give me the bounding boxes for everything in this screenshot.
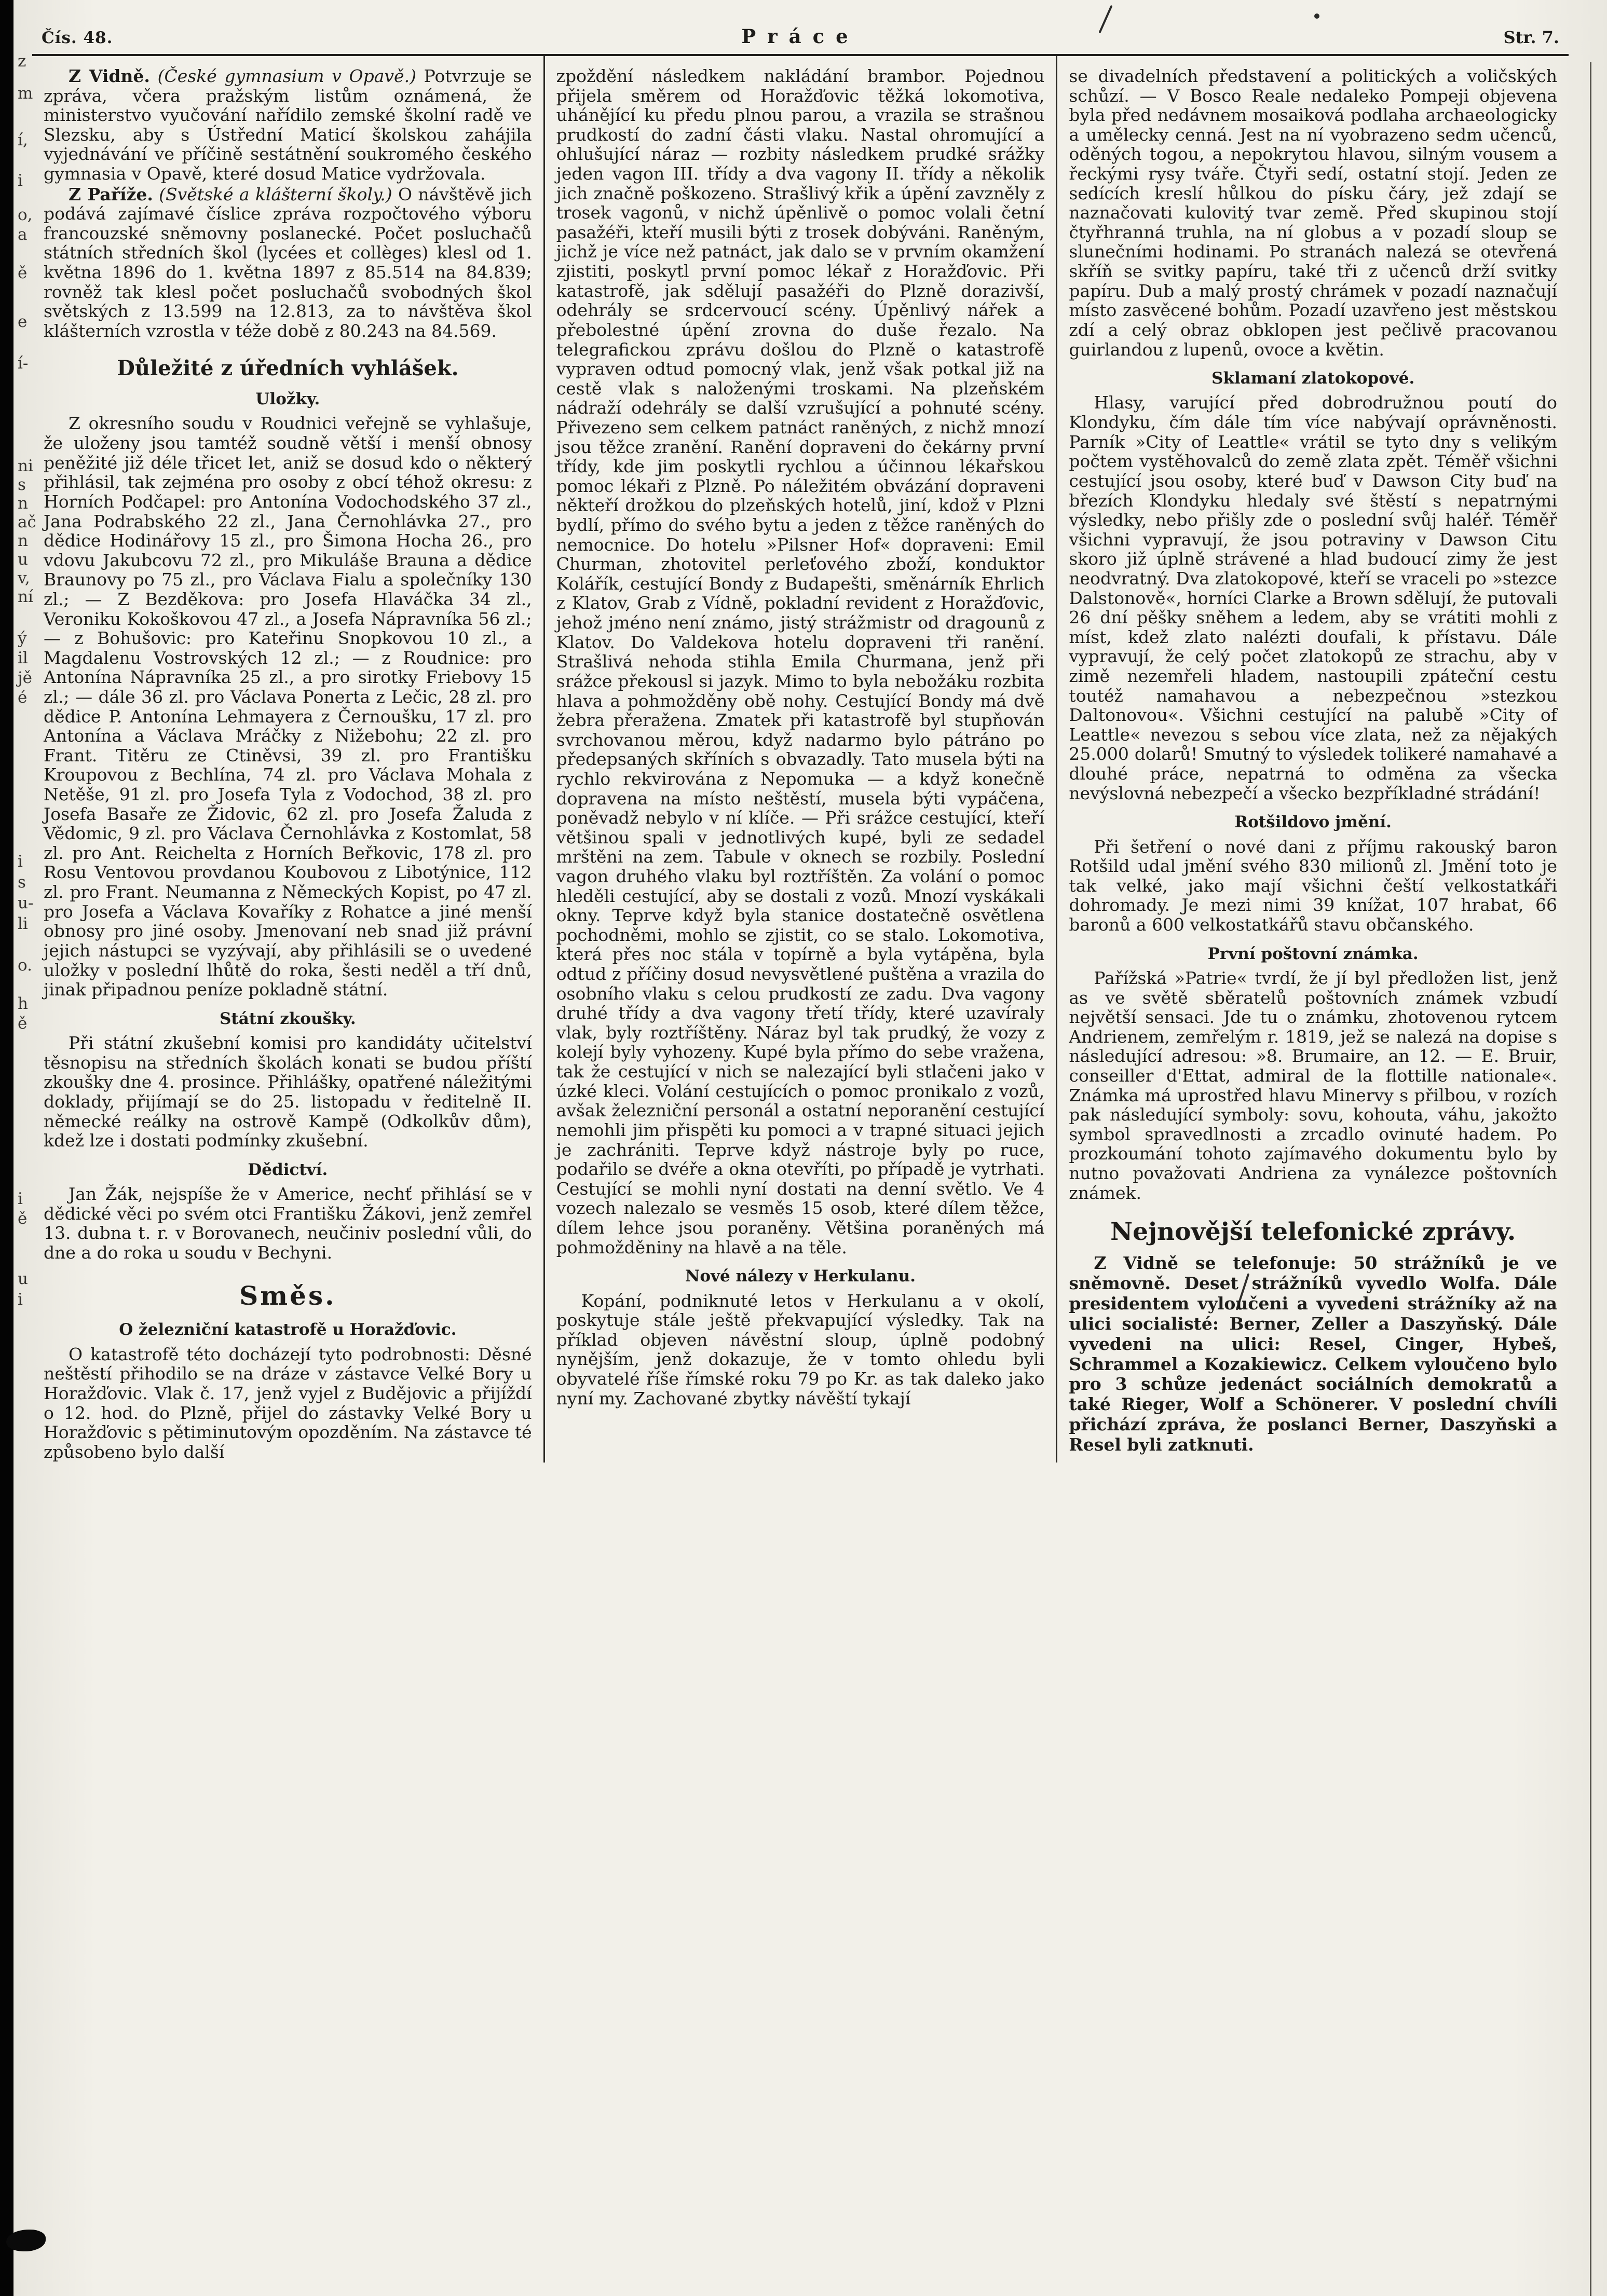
section-heading-smes: Směs.	[239, 1280, 336, 1311]
subheading-statni-zkousky: Státní zkoušky.	[219, 1009, 356, 1028]
columns	[32, 56, 1569, 1463]
notice-ulozky-text: Z okresního soudu v Roudnici veřejně se vyhlašuje, že uloženy jsou tamtéž soudně větší i menší obnosy peněžité již déle třicet let, aniž se dosud kdo o některý přihlásil, tak zejména pro osoby z obcí téhož okresu: z Horních Podčapel: pro Antonína Vodochodského 37 zl., Jana Podrabského 22 zl., Jana Černohlávka 27., pro dědice Hodinářovy 15 zl., pro Šimona Hocha 26., pro vdovu Jakubcovu 72 zl., pro Mikuláše Brauna a dědice Braunovy po 75 zl., pro Václava Fialu a společníky 130 zl.; — Z Bezděkova: pro Josefa Hlaváčka 34 zl., Veroniku Kokoškovou 47 zl., a Josefa Nápravníka 56 zl.; — z Bohušovic: pro Kateřinu Snopkovou 10 zl., a Magdalenu Vostrovských 12 zl.; — z Roudnice: pro Antonína Nápravníka 25 zl., a pro sirotky Friebovy 15 zl.; — dále 36 zl. pro Václava Ponerta z Lečic, 28 zl. pro dědice P. Antonína Lehmayera z Černoušku, 17 zl. pro Antonína a Václava Mráčky z Nižebohu; 22 zl. pro Frant. Titěru ze Ctiněvsi, 39 zl. pro Františku Kroupovou z Bechlína, 74 zl. pro Václava Mohala z Netěše, 91 zl. pro Josefa Tyla z Vodochod, 38 zl. pro Josefa Basaře ze Židovic, 62 zl. pro Josefa Žaluda z Vědomic, 9 zl. pro Václava Černohlávka z Kostomlat, 58 zl. pro Ant. Reichelta z Horních Beřkovic, 178 zl. pro Rosu Ventovou provdanou Koubovou z Libotýnice, 112 zl. pro Frant. Neumanna z Německých Kopist, po 47 zl. pro Josefa a Václava Kovaříky z Rohatce a jiné menší obnosy pro jiné osoby. Jmenovaní neb snad již právní jejich nástupci se vyzývají, aby přihlásili se o uvedené uložky v poslední lhůtě do roka, šesti neděl a tří dnů, jinak připadnou peníze pokladně státní.	[44, 413, 532, 1000]
item-text: O návštěvě jich podává zajímavé číslice zpráva rozpočtového výboru francouzské sněmovny poslanecké. Počet posluchačů státních středních škol (lycées et collèges) klesl od 1. května 1896 do 1. května 1897 z 85.514 na 84.839; rovněž tak klesl počet posluchačů svobodných škol světských z 13.599 na 12.813, za to návštěva škol klášterních vzrostla v téže době z 80.243 na 84.569.	[44, 184, 532, 341]
edge-fragment: i	[18, 171, 23, 190]
herculaneum-article-start: Kopání, podniknuté letos v Herkulanu a v okolí, poskytuje stále ještě překvapující výsledky. Tak na příklad objeven návěstní sloup, úplně podobný nynějším, jenž dokazuje, že v tomto ohledu byli obyvatelé říše římské roku 79 po Kr. as tak daleko jako nyní my. Zachované zbytky návěští tykají	[556, 1290, 1045, 1409]
column-2	[545, 56, 1056, 1463]
first-stamp-article: Pařížská »Patrie« tvrdí, že jí byl předložen list, jenž as ve světě sběratelů poštovních známek vzbudí největší sensaci. Jde tu o známku, zhotovenou rytcem Andrienem, zemřelým r. 1819, jež se nalezá na dopise s následující adresou: »8. Brumaire, an 12. — E. Bruir, conseiller d'Ettat, admiral de la flottille nationale«. Známka má uprostřed hlavu Minervy s přilbou, v rozích pak následující symboly: sovu, kohouta, váhu, jakožto symbol spravedlnosti a zrcadlo ovinuté hadem. Po prozkoumání tohoto zajímavého dokumentu bylo by nutno považovati Andriena za vynálezce poštovních známek.	[1069, 967, 1558, 1203]
ink-smudge	[6, 2230, 46, 2251]
goldminers-article: Hlasy, varující před dobrodružnou poutí do Klondyku, čím dále tím více nabývají oprávněnosti. Parník »City of Leattle« vrátil se tyto dny s velikým počtem vystěhovalců do země zlata zpět. Téměř všichni cestující jsou osoby, které buď v Dawson City buď na březích Klondyku hledaly své štěstí s nepatrnými výsledky, nebo přišly zde o poslední svůj haléř. Téměř všichni vypravují, že jsou potraviny v Dawson Citu skoro již úplně strávené a hlad budoucí zimy že jest neodvratný. Dva zlatokopové, kteří se vraceli po »stezce Dalstonově«, horníci Clarke a Brown sdělují, že putovali 26 dní pěšky sněhem a ledem, aby se vrátiti mohli z míst, kdež zlato nalézti doufali, k přístavu. Dále vypravují, že celý počet zlatokopů ze strachu, aby v zimě nezemřeli hladem, nastoupili zpáteční cestu toutéž namahavou a nebezpečnou »stezkou Daltonovou«. Všichni cestující na palubě »City of Leattle« nevezou s sebou více zlata, než za nějakých 25.000 dolarů! Smutný to výsledek tolikeré namahavé a dlouhé práce, nepatrná to odměna za všecka nevýslovná nebezpečí a všecko bezpříkladné strádání!	[1069, 392, 1558, 803]
edge-fragment: í,	[18, 131, 28, 149]
edge-fragment: li	[18, 914, 28, 933]
edge-fragment: é	[18, 688, 28, 707]
page-number: Str. 7.	[1503, 28, 1559, 47]
rothschild-article: Při šetření o nové dani z příjmu rakouský baron Rotšild udal jmění svého 830 milionů zl. Jmění toto je tak velké, jako mají všichni čeští velkostatkáři dohromady. Je mezi nimi 39 knížat, 107 hrabat, 66 baronů a 600 velkostatkářů stavu občanského.	[1069, 836, 1558, 935]
item-subtitle: (České gymnasium v Opavě.)	[157, 66, 416, 86]
edge-fragment: í-	[18, 354, 29, 373]
edge-fragment: ě	[18, 264, 28, 282]
heading-rothschild: Rotšildovo jmění.	[1234, 813, 1392, 832]
edge-fragment: u-	[18, 894, 34, 912]
item-text: 50 strážníků je ve sněmovně. Deset strážníků vyvedlo Wolfa. Dále presidentem vyloučeni a vyvedeni strážníky až na ulici socialisté: Berner, Zeller a Daszyňský. Dále vyvedeni na ulici: Resel, Cinger, Hybeš, Schrammel a Kozakiewicz. Celkem vyloučeno bylo pro 3 schůze jedenáct sociálních demokratů a také Rieger, Wolf a Schönerer. V poslední chvíli přichází zpráva, že poslanci Berner, Daszyňski a Resel byli zatknuti.	[1069, 1252, 1558, 1455]
newspaper-page	[32, 20, 1569, 1463]
edge-fragment: s	[18, 873, 26, 892]
scan-edge-strip	[0, 0, 13, 2296]
edge-fragment: s	[18, 475, 26, 494]
item-text: Potvrzuje se zpráva, včera pražským listům oznámená, že ministerstvo vyučování nařídilo zemské školní radě ve Slezsku, aby s Ústřední Maticí školskou zahájila vyjednávání ve příčině sestátnění soukromého českého gymnasia v Opavě, které dosud Matice vydržovala.	[44, 66, 532, 184]
edge-fragment: e	[18, 312, 28, 331]
edge-fragment: ě	[18, 1014, 28, 1033]
item-dateline: Z Paříže.	[69, 184, 153, 204]
item-subtitle: (Světské a klášterní školy.)	[159, 184, 392, 204]
news-item-vienna	[44, 66, 532, 184]
edge-fragment: o.	[18, 956, 32, 975]
telephone-news-item	[1069, 1253, 1557, 1455]
heading-first-stamp: První poštovní známka.	[1207, 944, 1419, 963]
edge-fragment: i	[18, 1190, 23, 1208]
news-item-paris	[44, 185, 532, 341]
railway-article-start: O katastrofě této docházejí tyto podrobnosti: Děsné neštěstí přihodilo se na dráze v zástavce Velké Bory u Horažďovic. Vlak č. 17, jenž vyjel z Budějovic a přijíždí o 12. hod. do Plzně, přijel do zástavky Velké Bory u Horažďovic s pětiminutovým opozděním. Na zástavce té způsobeno bylo další	[44, 1344, 532, 1462]
edge-fragment: u	[18, 1269, 28, 1288]
item-dateline: Z Vidně se telefonuje:	[1094, 1252, 1337, 1273]
edge-fragment: ní	[18, 587, 33, 606]
pen-dot	[1314, 13, 1319, 19]
edge-fragment: n	[18, 494, 28, 513]
herculaneum-article-continued: se divadelních představení a politických a voličských schůzí. — V Bosco Reale nedaleko Pompeji objevena byla před nedávnem mosaiková podlaha archaeologicky a umělecky cenná. Jest na ní vyobrazeno sedm učenců, oděných togou, a nepokrytou hlavou, silným vousem a řeckými rysy tváře. Čtyři sedí, ostatní stojí. Jeden ze sedících kreslí hůlkou do písku čáry, jež zdají se naznačovati kulovitý tvar země. Před skupinou stojí čtyřhranná truhla, na ní globus a v pozadí sloup se slunečními hodinami. Po stranách nalezá se otevřená skříň se svitky papíru, také tři z učenců drží svitky papíru. Dub a malý prostý chrámek v pozadí naznačují místo zasvěcené bohům. Pozadí uzavřeno jest městskou zdí a celý obraz obklopen jest pečlivě pracovanou guirlandou z lupenů, ovoce a květin.	[1069, 66, 1558, 360]
edge-fragment: jě	[18, 668, 32, 687]
subheading-herculaneum: Nové nálezy v Herkulanu.	[685, 1267, 916, 1286]
edge-fragment: i	[18, 1290, 23, 1309]
edge-fragment: u	[18, 550, 28, 569]
item-dateline: Z Vidně.	[69, 66, 150, 86]
subheading-ulozky: Uložky.	[255, 390, 320, 409]
edge-fragment: i	[18, 852, 23, 871]
edge-fragment: ač	[18, 513, 36, 531]
subheading-dedictvi: Dědictví.	[248, 1160, 328, 1179]
heading-telephone-news: Nejnovější telefonické zprávy.	[1110, 1218, 1516, 1247]
column-3	[1057, 56, 1569, 1463]
column-1	[32, 56, 543, 1463]
edge-fragment: a	[18, 225, 28, 244]
railway-article-continued: zpoždění následkem nakládání brambor. Pojednou přijela směrem od Horažďovic těžká lokomotiva, uhánějící ku předu plnou parou, a vrazila se strašnou prudkostí do zadní části vlaku. Nastal ohromující a ohlušující náraz — rozbity následkem prudké srážky jeden vagon III. třídy a dva vagony II. třídy a několik jich značně poškozeno. Strašlivý křik a úpění zavzněly z trosek vagonů, v nichž úpěnlivě o pomoc volali četní pasažéři, kteří musili býti z trosek dobýváni. Raněným, jichž je více než patnáct, jak dalo se v prvním okamžení zjistiti, poskytl první pomoc lékař z Horažďovic. Při katastrofě, jak sdělují pasažéři do Plzně dorazivší, odehrály se srdcervoucí scény. Úpěnlivý nářek a přebolestné úpění zrovna do duše řezalo. Na telegrafickou zprávu došlou do Plzně o katastrofě vypraven odtud pomocný vlak, jenž však potkal již na cestě vlak s naloženými troskami. Na plzeňském nádraží odehrály se další vzrušující a pohnuté scény. Přivezeno sem celkem patnáct raněných, z nichž mnozí jsou těžce zranění. Ranění dopraveni do čekárny první třídy, kde jim poskytli rychlou a účinnou lékařskou pomoc lékaři z Plzně. Po náležitém obvázání dopraveni někteří drožkou do plzeňských hotelů, jiní, kdož v Plzni bydlí, přímo do svého bytu a jeden z těžce raněných do nemocnice. Do hotelu »Pilsner Hof« dopraveni: Emil Churman, zhotovitel perleťového zboží, konduktor Kolářík, cestující Bondy z Budapešti, směnárník Ehrlich z Klatov, Grab z Vídně, pokladní revident z Horažďovic, jehož jméno není známo, jistý strážmistr od dragounů z Klatov. Do Valdekova hotelu dopraveni tři ranění. Strašlivá nehoda stihla Emila Churmana, jenž při srážce překousl si jazyk. Mimo to byla nebožáku rozbita hlava a pohmožděny obě nohy. Cestující Bondy má dvě žebra přeražena. Zmatek při katastrofě byl stupňován svrchovanou měrou, když nadarmo bylo pátráno po předepsaných skříních s obvazadly. Tato musela býti na rychlo rekvirována z Nepomuka — a když konečně dopravena na místo neštěstí, musela býti vypáčena, poněvadž nebylo v ní klíče. — Při srážce cestující, kteří většinou spali v jednotlivých kupé, byli ze sedadel mrštěni na zem. Tabule v oknech se rozbily. Poslední vagon druhého vlaku byl roztříštěn. Za volání o pomoc hleděli cestující, aby se dostali z vozů. Mnozí vyskákali okny. Teprve když byla stanice dostatečně osvětlena pochodněmi, mohlo se zjistit, co se stalo. Lokomotiva, která přes noc stála v topírně a byla vytápěna, byla odtud z příčiny dosud nevysvětlené puštěna a vrazila do osobního vlaku s celou prudkostí ze zadu. Dva vagony druhé třídy a dva vagony třetí třídy, které uzavíraly vlak, byly roztříštěny. Náraz byl tak prudký, že vozy z kolejí byly vyhozeny. Kupé byla přímo do sebe vražena, tak že cestující v nich se nalezající byli stlačeni jako v úzké kleci. Volání cestujících o pomoc pronikalo z vozů, avšak železniční personál a ostatní neporanění cestující nemohli jim přispěti ku pomoci a v trapné situaci jejich je zachrániti. Teprve když nástroje byly po ruce, podařilo se dvéře a okna otevříti, po případě je vytrhati. Cestující se mohli nyní dostati na denní světlo. Ve 4 vozech nalezalo se vesměs 15 osob, které dílem těžce, dílem lehce jsou poraněny. Většina poraněných má pohmožděniny na hlavě a na těle.	[556, 66, 1045, 1258]
masthead	[32, 20, 1569, 54]
heading-goldminers: Sklamaní zlatokopové.	[1211, 369, 1415, 388]
notice-zkousky-text: Při státní zkušební komisi pro kandidáty učitelství těsnopisu na středních školách konati se budou příští zkoušky dne 4. prosince. Přihlášky, opatřené náležitými doklady, přijímají se do 25. listopadu v ředitelně II. německé reálky na ostrově Kampě (Odkolkův dům), kdež lze i dostati podmínky zkušební.	[44, 1033, 532, 1151]
edge-fragment: il	[18, 649, 28, 667]
subheading-railway-catastrophe: O železniční katastrofě u Horažďovic.	[119, 1320, 457, 1340]
issue-number: Čís. 48.	[42, 29, 113, 47]
edge-fragment: v,	[18, 569, 30, 587]
edge-fragment: ý	[18, 629, 27, 648]
edge-fragment: n	[18, 531, 28, 550]
edge-fragment: o,	[18, 206, 33, 224]
edge-fragment: ě	[18, 1209, 28, 1228]
edge-fragment: ni	[18, 457, 33, 475]
edge-fragment: m	[18, 84, 33, 103]
edge-fragment: h	[18, 994, 28, 1013]
section-heading-official-notices: Důležité z úředních vyhlášek.	[117, 356, 459, 380]
notice-dedictvi-text: Jan Žák, nejspíše že v Americe, nechť přihlásí se v dědické věci po svém otci Františku Žákovi, jenž zemřel 13. dubna t. r. v Borovanech, neučiniv poslední vůli, do dne a do roka u soudu v Bechyni.	[44, 1184, 532, 1263]
paper-title: Práce	[741, 25, 860, 48]
edge-fragment: z	[18, 52, 26, 71]
page-edge-line	[1590, 62, 1591, 2296]
